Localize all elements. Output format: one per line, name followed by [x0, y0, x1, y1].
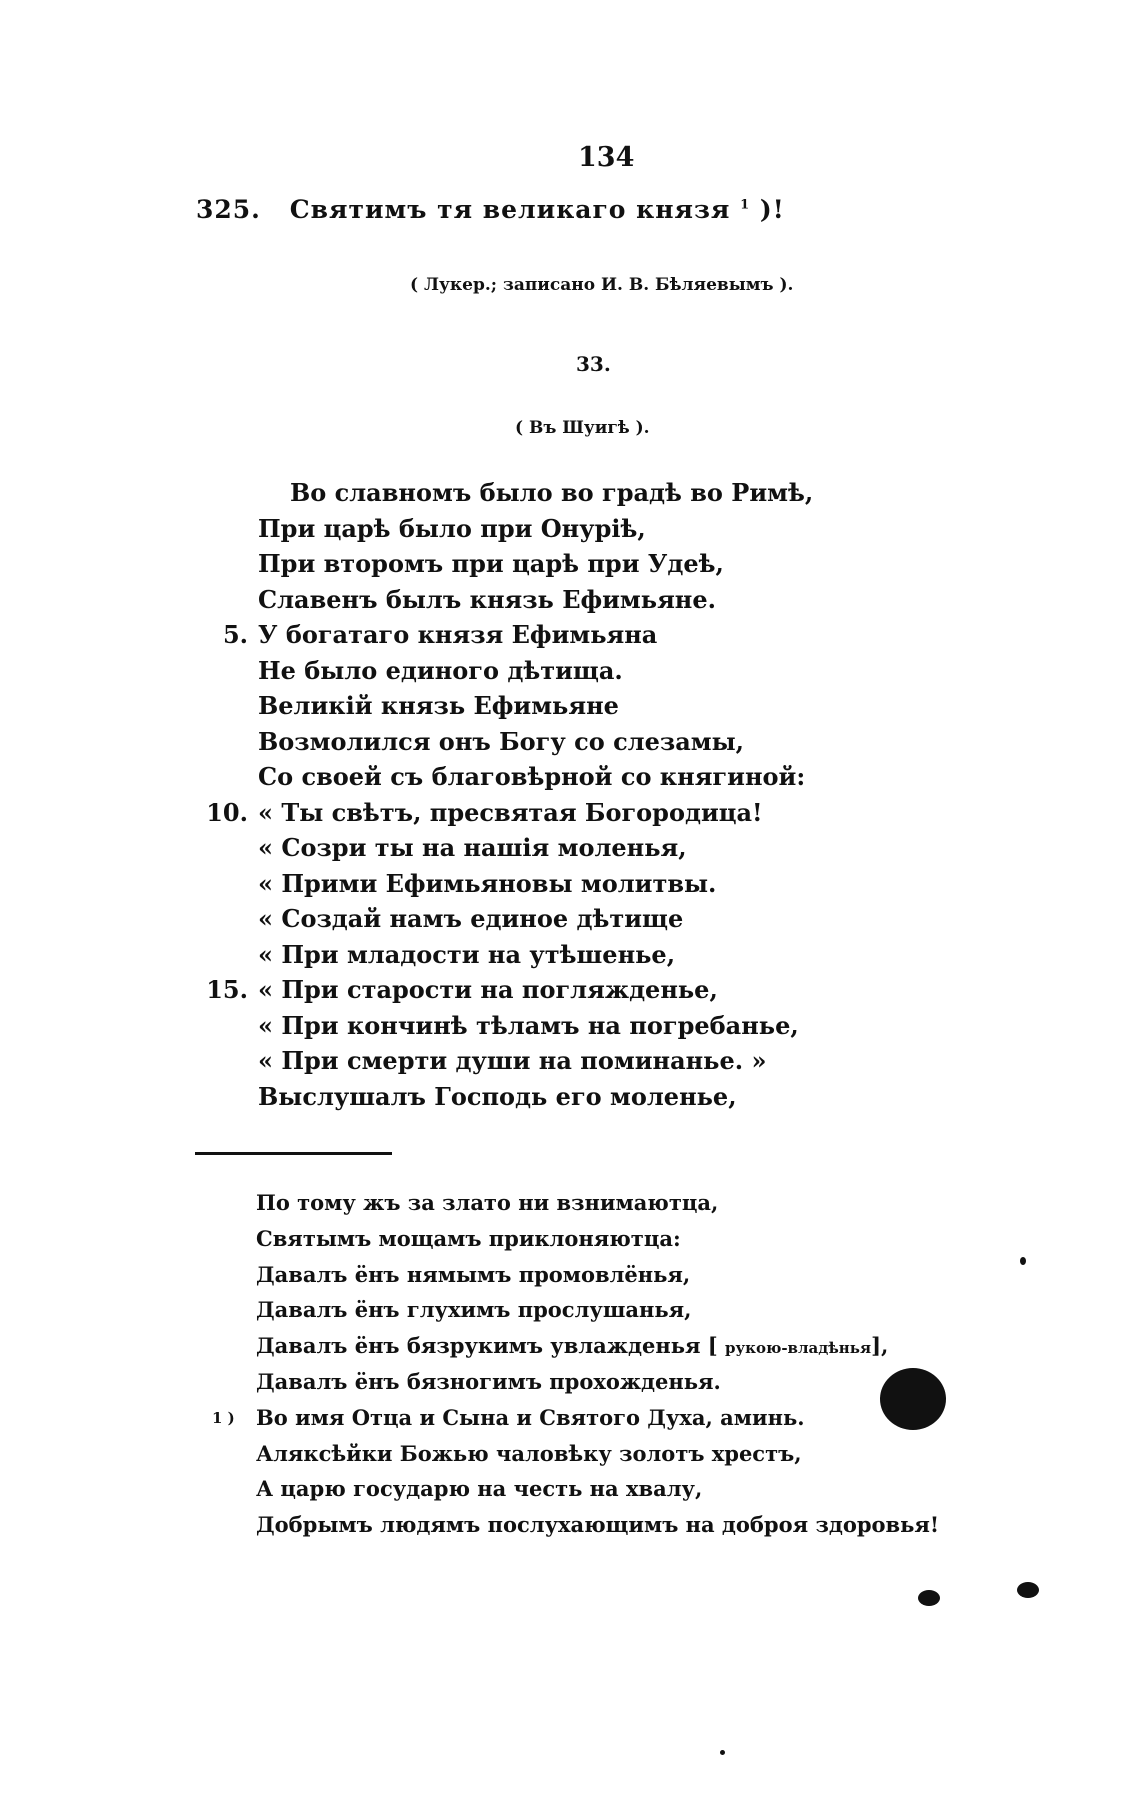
verse-text: У богатаго князя Ефимьяна [258, 620, 658, 649]
verse-text: « Прими Ефимьяновы молитвы. [258, 868, 717, 898]
footnote-text-tail: ], [871, 1333, 889, 1359]
verse-text: При второмъ при царѣ при Удеѣ, [258, 549, 724, 578]
bracket-note: рукою-владѣнья [725, 1339, 872, 1358]
footnote-mark: 1 ) [212, 1408, 235, 1427]
footnote-text: Давалъ ёнъ бязногимъ прохожденья. [256, 1368, 721, 1394]
entry-footnote-mark: 1 [740, 197, 751, 213]
verse-number: 15. [206, 975, 248, 1004]
verse-text: Выслушалъ Господь его моленье, [258, 1081, 737, 1111]
verse-number: 10. [206, 797, 248, 827]
footnote-text: Во имя Отца и Сына и Святого Духа, аминь. [256, 1404, 805, 1430]
place-note: ( Въ Шуигѣ ). [515, 418, 650, 438]
ink-speck [1020, 1257, 1026, 1265]
footnote-separator [195, 1152, 392, 1155]
ink-blot [1017, 1582, 1039, 1598]
ink-speck [720, 1750, 725, 1755]
verse-text: « При кончинѣ тѣламъ на погребанье, [258, 1010, 799, 1040]
footnote-text-with-note [256, 1333, 888, 1358]
verse-text: « Ты свѣтъ, пресвятая Богородица! [258, 797, 763, 827]
footnote-text: По тому жъ за злато ни взнимаютца, [256, 1190, 719, 1215]
verse-text: Не было единого дѣтища. [258, 655, 623, 685]
entry-number: 325. [196, 195, 261, 224]
verse-text: Со своей съ благовѣрной со княгиной: [258, 762, 806, 791]
verse-text: « Создай намъ единое дѣтище [258, 904, 684, 933]
verse-text: При царѣ было при Онурiѣ, [258, 513, 646, 543]
footnote-text: А царю государю на честь на хвалу, [256, 1476, 703, 1502]
entry-text: Святимъ тя великаго князя [289, 195, 731, 224]
footnote-text: Аляксѣйки Божью чаловѣку золотъ хрестъ, [256, 1440, 802, 1466]
ink-blot [918, 1590, 940, 1606]
footnote-text: Давалъ ёнъ бязрукимъ увлажденья [ [256, 1333, 718, 1359]
ink-blot [880, 1368, 946, 1430]
verse-text: « Созри ты на нашiя моленья, [258, 833, 687, 862]
verse-text: « При старости на погляжденье, [258, 975, 718, 1004]
verse-text: Во славномъ было во градѣ во Римѣ, [290, 478, 814, 507]
footnote-text: Добрымъ людямъ послухающимъ на доброя здоровья! [256, 1512, 940, 1538]
entry-tail: )! [759, 195, 785, 224]
page-number: 134 [578, 142, 635, 173]
section-number: 33. [576, 352, 611, 376]
footnote-text: Давалъ ёнъ глухимъ прослушанья, [256, 1297, 692, 1323]
footnote-text: Давалъ ёнъ нямымъ промовлёнья, [256, 1261, 691, 1287]
verse-text: Возмолился онъ Богу со слезамы, [258, 726, 744, 756]
verse-text: « При смерти души на поминанье. » [258, 1046, 767, 1075]
verse-text: Славенъ былъ князь Ефимьяне. [258, 584, 716, 614]
source-note: ( Лукер.; записано И. В. Бѣляевымъ ). [410, 275, 794, 295]
entry-line [196, 195, 785, 224]
verse-text: « При младости на утѣшенье, [258, 939, 676, 969]
verse-number: 5. [222, 620, 248, 649]
footnote-text: Святымъ мощамъ приклоняютца: [256, 1225, 681, 1251]
verse-text: Великiй князь Ефимьяне [258, 691, 619, 720]
